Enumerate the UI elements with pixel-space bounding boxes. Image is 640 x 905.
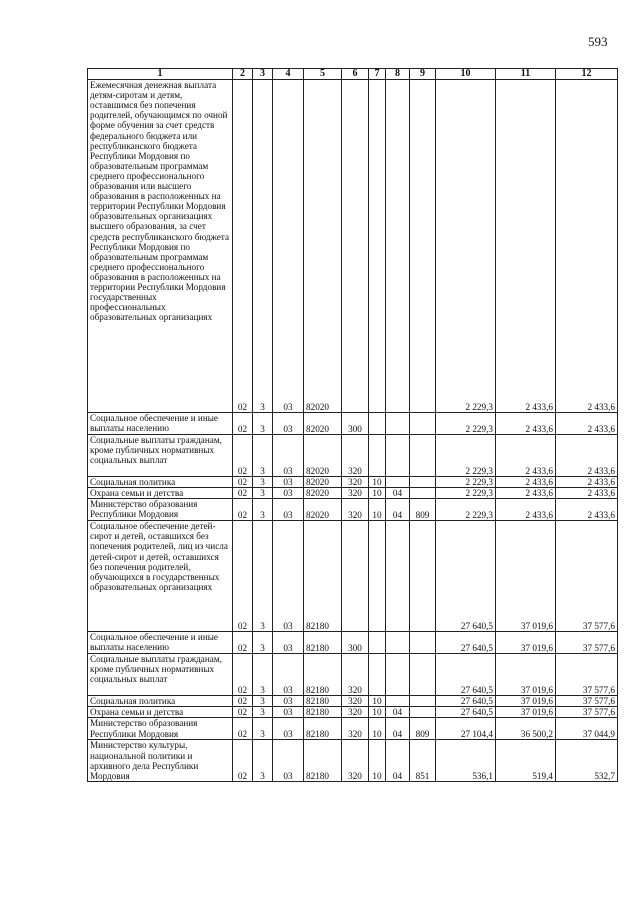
column-header-6: 6 bbox=[342, 69, 369, 80]
cell-c5: 82020 bbox=[304, 499, 342, 521]
cell-c9 bbox=[410, 477, 436, 488]
table-row bbox=[88, 707, 618, 718]
cell-c7 bbox=[369, 435, 386, 477]
cell-c9 bbox=[410, 654, 436, 696]
cell-c10: 536,1 bbox=[436, 740, 496, 782]
cell-c2: 02 bbox=[233, 696, 253, 707]
row-name-cell: Социальная политика bbox=[88, 696, 233, 707]
cell-c2: 02 bbox=[233, 632, 253, 654]
cell-c5: 82020 bbox=[304, 413, 342, 435]
table-row bbox=[88, 632, 618, 654]
row-name-cell: Ежемесячная денежная выплата детям-сиротам и детям, оставшимся без попечения родителей, обучающимся по очной форме обучения за счет средств федерального бюджета или республиканского бюджета Республики Мордовия по образовательным программам среднего профессионального образования или высшего образования в расположенных на территории Республики Мордовия образовательных организациях высшего образования, за счет средств республиканского бюджета Республики Мордовия по образовательным программам среднего профессионального образования в расположенных на территории Республики Мордовия государственных профессиональных образовательных организациях bbox=[88, 80, 233, 413]
cell-c5: 82180 bbox=[304, 740, 342, 782]
cell-c2: 02 bbox=[233, 488, 253, 499]
cell-c11: 37 019,6 bbox=[496, 654, 556, 696]
cell-c10: 2 229,3 bbox=[436, 499, 496, 521]
cell-c5: 82020 bbox=[304, 435, 342, 477]
cell-c6: 320 bbox=[342, 696, 369, 707]
cell-c3: 3 bbox=[253, 696, 273, 707]
cell-c9 bbox=[410, 80, 436, 413]
cell-c8: 04 bbox=[386, 707, 410, 718]
column-header-8: 8 bbox=[386, 69, 410, 80]
column-header-10: 10 bbox=[436, 69, 496, 80]
cell-c10: 2 229,3 bbox=[436, 488, 496, 499]
table-row bbox=[88, 740, 618, 782]
cell-c11: 36 500,2 bbox=[496, 718, 556, 740]
cell-c9 bbox=[410, 413, 436, 435]
cell-c10: 27 640,5 bbox=[436, 632, 496, 654]
cell-c8 bbox=[386, 696, 410, 707]
cell-c11: 2 433,6 bbox=[496, 413, 556, 435]
cell-c5: 82180 bbox=[304, 718, 342, 740]
row-name-cell: Социальное обеспечение и иные выплаты населению bbox=[88, 413, 233, 435]
cell-c4: 03 bbox=[273, 654, 304, 696]
cell-c11: 2 433,6 bbox=[496, 477, 556, 488]
cell-c11: 519,4 bbox=[496, 740, 556, 782]
cell-c6: 320 bbox=[342, 707, 369, 718]
cell-c12: 2 433,6 bbox=[556, 477, 618, 488]
budget-table bbox=[87, 68, 618, 782]
cell-c11: 2 433,6 bbox=[496, 499, 556, 521]
cell-c5: 82020 bbox=[304, 488, 342, 499]
cell-c10: 2 229,3 bbox=[436, 477, 496, 488]
cell-c5: 82180 bbox=[304, 696, 342, 707]
cell-c6 bbox=[342, 80, 369, 413]
cell-c10: 2 229,3 bbox=[436, 413, 496, 435]
cell-c11: 37 019,6 bbox=[496, 707, 556, 718]
cell-c2: 02 bbox=[233, 499, 253, 521]
cell-c4: 03 bbox=[273, 477, 304, 488]
cell-c8 bbox=[386, 521, 410, 632]
cell-c9: 809 bbox=[410, 718, 436, 740]
cell-c4: 03 bbox=[273, 413, 304, 435]
cell-c10: 2 229,3 bbox=[436, 435, 496, 477]
cell-c6: 300 bbox=[342, 413, 369, 435]
cell-c3: 3 bbox=[253, 740, 273, 782]
cell-c5: 82180 bbox=[304, 707, 342, 718]
cell-c5: 82020 bbox=[304, 80, 342, 413]
cell-c9 bbox=[410, 632, 436, 654]
cell-c11: 2 433,6 bbox=[496, 80, 556, 413]
cell-c9 bbox=[410, 521, 436, 632]
table-row bbox=[88, 718, 618, 740]
cell-c10: 27 640,5 bbox=[436, 707, 496, 718]
cell-c10: 27 640,5 bbox=[436, 521, 496, 632]
table-row bbox=[88, 80, 618, 413]
cell-c6: 320 bbox=[342, 718, 369, 740]
column-header-4: 4 bbox=[273, 69, 304, 80]
column-header-11: 11 bbox=[496, 69, 556, 80]
cell-c6: 320 bbox=[342, 477, 369, 488]
cell-c3: 3 bbox=[253, 413, 273, 435]
cell-c4: 03 bbox=[273, 499, 304, 521]
row-name-cell: Министерство культуры, национальной политики и архивного дела Республики Мордовия bbox=[88, 740, 233, 782]
cell-c6: 320 bbox=[342, 499, 369, 521]
cell-c10: 27 104,4 bbox=[436, 718, 496, 740]
table-row bbox=[88, 654, 618, 696]
cell-c2: 02 bbox=[233, 435, 253, 477]
cell-c7: 10 bbox=[369, 477, 386, 488]
cell-c4: 03 bbox=[273, 488, 304, 499]
table-row bbox=[88, 435, 618, 477]
column-header-7: 7 bbox=[369, 69, 386, 80]
cell-c7 bbox=[369, 632, 386, 654]
cell-c12: 2 433,6 bbox=[556, 488, 618, 499]
row-name-cell: Социальное обеспечение детей-сирот и детей, оставшихся без попечения родителей, лиц из числа детей-сирот и детей, оставшихся без попечения родителей, обучающихся в государственных образовательных организациях bbox=[88, 521, 233, 632]
row-name-cell: Социальные выплаты гражданам, кроме публичных нормативных социальных выплат bbox=[88, 654, 233, 696]
cell-c3: 3 bbox=[253, 499, 273, 521]
column-header-2: 2 bbox=[233, 69, 253, 80]
cell-c7 bbox=[369, 80, 386, 413]
cell-c12: 37 577,6 bbox=[556, 696, 618, 707]
row-name-cell: Охрана семьи и детства bbox=[88, 488, 233, 499]
cell-c12: 2 433,6 bbox=[556, 80, 618, 413]
cell-c7: 10 bbox=[369, 718, 386, 740]
cell-c8 bbox=[386, 413, 410, 435]
cell-c6: 320 bbox=[342, 654, 369, 696]
cell-c12: 37 577,6 bbox=[556, 632, 618, 654]
row-name-cell: Охрана семьи и детства bbox=[88, 707, 233, 718]
cell-c10: 27 640,5 bbox=[436, 696, 496, 707]
column-header-1: 1 bbox=[88, 69, 233, 80]
cell-c7 bbox=[369, 521, 386, 632]
cell-c10: 27 640,5 bbox=[436, 654, 496, 696]
cell-c3: 3 bbox=[253, 654, 273, 696]
cell-c2: 02 bbox=[233, 654, 253, 696]
cell-c9 bbox=[410, 488, 436, 499]
cell-c9: 851 bbox=[410, 740, 436, 782]
cell-c7 bbox=[369, 654, 386, 696]
cell-c5: 82020 bbox=[304, 477, 342, 488]
row-name-cell: Социальное обеспечение и иные выплаты населению bbox=[88, 632, 233, 654]
cell-c4: 03 bbox=[273, 632, 304, 654]
cell-c8 bbox=[386, 80, 410, 413]
cell-c12: 2 433,6 bbox=[556, 499, 618, 521]
cell-c8 bbox=[386, 477, 410, 488]
table-row bbox=[88, 696, 618, 707]
cell-c7: 10 bbox=[369, 740, 386, 782]
cell-c7 bbox=[369, 413, 386, 435]
cell-c8 bbox=[386, 654, 410, 696]
cell-c12: 2 433,6 bbox=[556, 435, 618, 477]
cell-c12: 37 577,6 bbox=[556, 654, 618, 696]
cell-c11: 37 019,6 bbox=[496, 632, 556, 654]
column-header-5: 5 bbox=[304, 69, 342, 80]
cell-c3: 3 bbox=[253, 488, 273, 499]
row-name-cell: Министерство образования Республики Мордовия bbox=[88, 718, 233, 740]
cell-c3: 3 bbox=[253, 435, 273, 477]
column-header-9: 9 bbox=[410, 69, 436, 80]
cell-c11: 37 019,6 bbox=[496, 696, 556, 707]
cell-c2: 02 bbox=[233, 521, 253, 632]
cell-c2: 02 bbox=[233, 80, 253, 413]
cell-c9: 809 bbox=[410, 499, 436, 521]
cell-c11: 37 019,6 bbox=[496, 521, 556, 632]
cell-c7: 10 bbox=[369, 488, 386, 499]
cell-c8 bbox=[386, 435, 410, 477]
cell-c5: 82180 bbox=[304, 632, 342, 654]
cell-c5: 82180 bbox=[304, 521, 342, 632]
cell-c12: 37 577,6 bbox=[556, 707, 618, 718]
cell-c6: 320 bbox=[342, 740, 369, 782]
cell-c6 bbox=[342, 521, 369, 632]
row-name-cell: Министерство образования Республики Мордовия bbox=[88, 499, 233, 521]
cell-c8 bbox=[386, 632, 410, 654]
header-row bbox=[88, 69, 618, 80]
column-header-3: 3 bbox=[253, 69, 273, 80]
cell-c3: 3 bbox=[253, 521, 273, 632]
cell-c3: 3 bbox=[253, 707, 273, 718]
cell-c4: 03 bbox=[273, 435, 304, 477]
cell-c9 bbox=[410, 707, 436, 718]
cell-c7: 10 bbox=[369, 696, 386, 707]
cell-c5: 82180 bbox=[304, 654, 342, 696]
cell-c2: 02 bbox=[233, 477, 253, 488]
cell-c8: 04 bbox=[386, 718, 410, 740]
cell-c11: 2 433,6 bbox=[496, 488, 556, 499]
row-name-cell: Социальная политика bbox=[88, 477, 233, 488]
table-row bbox=[88, 477, 618, 488]
table-row bbox=[88, 488, 618, 499]
table-row bbox=[88, 499, 618, 521]
cell-c6: 320 bbox=[342, 488, 369, 499]
row-name-cell: Социальные выплаты гражданам, кроме публичных нормативных социальных выплат bbox=[88, 435, 233, 477]
page-number: 593 bbox=[588, 34, 608, 49]
cell-c8: 04 bbox=[386, 740, 410, 782]
cell-c9 bbox=[410, 696, 436, 707]
cell-c10: 2 229,3 bbox=[436, 80, 496, 413]
table-row bbox=[88, 521, 618, 632]
cell-c6: 320 bbox=[342, 435, 369, 477]
cell-c12: 37 044,9 bbox=[556, 718, 618, 740]
cell-c8: 04 bbox=[386, 488, 410, 499]
cell-c2: 02 bbox=[233, 718, 253, 740]
cell-c4: 03 bbox=[273, 80, 304, 413]
cell-c3: 3 bbox=[253, 718, 273, 740]
cell-c3: 3 bbox=[253, 632, 273, 654]
column-header-12: 12 bbox=[556, 69, 618, 80]
cell-c9 bbox=[410, 435, 436, 477]
cell-c6: 300 bbox=[342, 632, 369, 654]
cell-c12: 37 577,6 bbox=[556, 521, 618, 632]
cell-c2: 02 bbox=[233, 740, 253, 782]
cell-c3: 3 bbox=[253, 477, 273, 488]
cell-c2: 02 bbox=[233, 707, 253, 718]
cell-c11: 2 433,6 bbox=[496, 435, 556, 477]
cell-c4: 03 bbox=[273, 521, 304, 632]
cell-c4: 03 bbox=[273, 740, 304, 782]
cell-c2: 02 bbox=[233, 413, 253, 435]
cell-c4: 03 bbox=[273, 718, 304, 740]
table-row bbox=[88, 413, 618, 435]
table-body bbox=[88, 80, 618, 782]
cell-c7: 10 bbox=[369, 707, 386, 718]
cell-c12: 2 433,6 bbox=[556, 413, 618, 435]
cell-c7: 10 bbox=[369, 499, 386, 521]
cell-c3: 3 bbox=[253, 80, 273, 413]
cell-c12: 532,7 bbox=[556, 740, 618, 782]
cell-c4: 03 bbox=[273, 696, 304, 707]
cell-c8: 04 bbox=[386, 499, 410, 521]
cell-c4: 03 bbox=[273, 707, 304, 718]
